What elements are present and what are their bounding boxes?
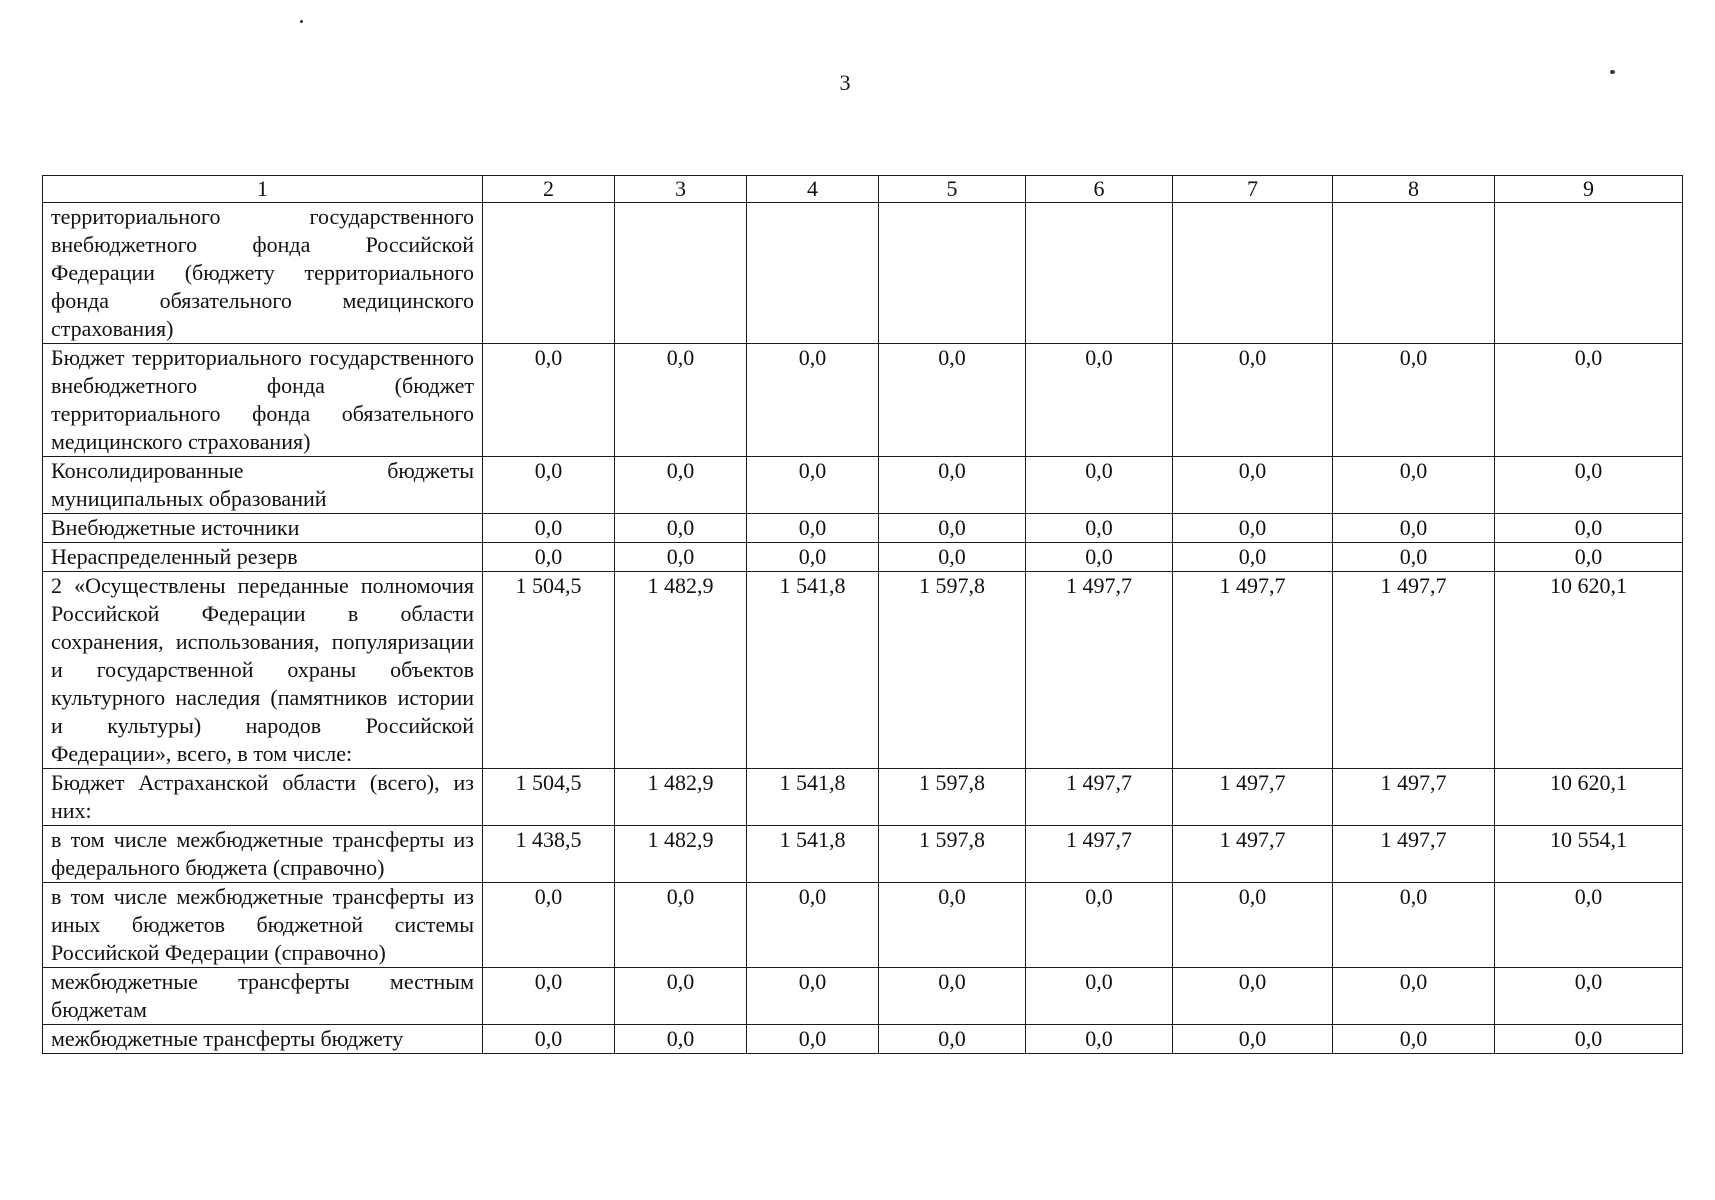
value-cell: 0,0 <box>879 344 1026 457</box>
value-cell: 0,0 <box>1333 344 1495 457</box>
value-cell: 1 482,9 <box>615 572 747 769</box>
value-cell: 0,0 <box>747 543 879 572</box>
value-cell: 0,0 <box>1495 344 1683 457</box>
value-cell: 0,0 <box>615 457 747 514</box>
value-cell: 0,0 <box>1026 883 1173 968</box>
value-cell: 1 597,8 <box>879 572 1026 769</box>
value-cell: 0,0 <box>1173 1025 1333 1054</box>
row-label: межбюджетные трансферты местным бюджетам <box>43 968 483 1025</box>
column-header: 5 <box>879 176 1026 203</box>
value-cell: 1 497,7 <box>1333 826 1495 883</box>
value-cell: 0,0 <box>1495 457 1683 514</box>
value-cell: 1 504,5 <box>483 769 615 826</box>
value-cell: 0,0 <box>615 344 747 457</box>
value-cell <box>1333 203 1495 344</box>
row-label: Консолидированные бюджеты муниципальных образований <box>43 457 483 514</box>
value-cell: 0,0 <box>1495 883 1683 968</box>
value-cell: 1 597,8 <box>879 826 1026 883</box>
value-cell: 0,0 <box>1173 543 1333 572</box>
table-row <box>43 883 1683 968</box>
value-cell <box>1173 203 1333 344</box>
value-cell: 0,0 <box>1173 968 1333 1025</box>
column-header: 7 <box>1173 176 1333 203</box>
value-cell: 1 497,7 <box>1333 572 1495 769</box>
value-cell: 0,0 <box>483 457 615 514</box>
value-cell: 0,0 <box>1026 457 1173 514</box>
value-cell: 1 497,7 <box>1173 572 1333 769</box>
column-header: 9 <box>1495 176 1683 203</box>
column-header: 2 <box>483 176 615 203</box>
table-row <box>43 1025 1683 1054</box>
column-header: 6 <box>1026 176 1173 203</box>
column-header: 3 <box>615 176 747 203</box>
value-cell: 0,0 <box>1495 514 1683 543</box>
value-cell: 0,0 <box>1026 514 1173 543</box>
row-label: территориального государственного внебюджетного фонда Российской Федерации (бюджету территориального фонда обязательного медицинского страхования) <box>43 203 483 344</box>
value-cell: 0,0 <box>483 543 615 572</box>
value-cell: 0,0 <box>1495 1025 1683 1054</box>
value-cell: 0,0 <box>615 1025 747 1054</box>
value-cell: 1 504,5 <box>483 572 615 769</box>
budget-table <box>42 175 1683 1054</box>
value-cell: 0,0 <box>1173 883 1333 968</box>
row-label: в том числе межбюджетные трансферты из иных бюджетов бюджетной системы Российской Федерации (справочно) <box>43 883 483 968</box>
value-cell: 0,0 <box>879 883 1026 968</box>
table-row <box>43 457 1683 514</box>
value-cell: 1 497,7 <box>1173 826 1333 883</box>
value-cell: 1 438,5 <box>483 826 615 883</box>
table-row <box>43 968 1683 1025</box>
value-cell: 0,0 <box>483 344 615 457</box>
row-label: 2 «Осуществлены переданные полномочия Российской Федерации в области сохранения, использования, популяризации и государственной охраны объектов культурного наследия (памятников истории и культуры) народов Российской Федерации», всего, в том числе: <box>43 572 483 769</box>
header-row <box>43 176 1683 203</box>
page-number: 3 <box>839 70 851 95</box>
value-cell: 0,0 <box>483 968 615 1025</box>
table-row <box>43 826 1683 883</box>
value-cell <box>483 203 615 344</box>
value-cell: 1 482,9 <box>615 769 747 826</box>
value-cell: 0,0 <box>1333 968 1495 1025</box>
row-label: Бюджет Астраханской области (всего), из них: <box>43 769 483 826</box>
value-cell <box>1495 203 1683 344</box>
table-row <box>43 203 1683 344</box>
value-cell: 0,0 <box>747 514 879 543</box>
value-cell: 0,0 <box>1333 1025 1495 1054</box>
value-cell: 0,0 <box>879 1025 1026 1054</box>
value-cell: 0,0 <box>1026 344 1173 457</box>
value-cell: 0,0 <box>1026 1025 1173 1054</box>
value-cell: 1 482,9 <box>615 826 747 883</box>
value-cell: 1 597,8 <box>879 769 1026 826</box>
value-cell: 0,0 <box>1026 968 1173 1025</box>
row-label: межбюджетные трансферты бюджету <box>43 1025 483 1054</box>
table-row <box>43 543 1683 572</box>
value-cell: 1 541,8 <box>747 769 879 826</box>
value-cell: 0,0 <box>879 514 1026 543</box>
value-cell <box>1026 203 1173 344</box>
value-cell: 0,0 <box>615 543 747 572</box>
value-cell: 0,0 <box>615 968 747 1025</box>
value-cell: 0,0 <box>1495 968 1683 1025</box>
value-cell: 0,0 <box>483 883 615 968</box>
value-cell: 0,0 <box>747 968 879 1025</box>
column-header: 4 <box>747 176 879 203</box>
value-cell: 10 620,1 <box>1495 572 1683 769</box>
value-cell: 1 541,8 <box>747 572 879 769</box>
value-cell: 0,0 <box>615 514 747 543</box>
value-cell: 1 497,7 <box>1026 769 1173 826</box>
value-cell <box>747 203 879 344</box>
table-row <box>43 514 1683 543</box>
scan-speck <box>300 20 303 23</box>
value-cell <box>879 203 1026 344</box>
row-label: Бюджет территориального государственного внебюджетного фонда (бюджет территориального фонда обязательного медицинского страхования) <box>43 344 483 457</box>
value-cell: 0,0 <box>747 883 879 968</box>
value-cell: 0,0 <box>1173 344 1333 457</box>
value-cell: 0,0 <box>879 457 1026 514</box>
value-cell: 0,0 <box>483 514 615 543</box>
value-cell: 1 497,7 <box>1173 769 1333 826</box>
row-label: Нераспределенный резерв <box>43 543 483 572</box>
value-cell: 0,0 <box>615 883 747 968</box>
value-cell: 10 554,1 <box>1495 826 1683 883</box>
value-cell: 0,0 <box>1333 883 1495 968</box>
value-cell: 0,0 <box>879 543 1026 572</box>
column-header: 8 <box>1333 176 1495 203</box>
row-label: в том числе межбюджетные трансферты из федерального бюджета (справочно) <box>43 826 483 883</box>
value-cell: 0,0 <box>747 344 879 457</box>
table-row <box>43 344 1683 457</box>
value-cell: 1 541,8 <box>747 826 879 883</box>
value-cell: 0,0 <box>1333 457 1495 514</box>
value-cell: 0,0 <box>1026 543 1173 572</box>
value-cell: 0,0 <box>1173 514 1333 543</box>
row-label: Внебюджетные источники <box>43 514 483 543</box>
table-row <box>43 572 1683 769</box>
value-cell: 0,0 <box>483 1025 615 1054</box>
value-cell: 1 497,7 <box>1026 826 1173 883</box>
table-row <box>43 769 1683 826</box>
value-cell: 0,0 <box>1333 514 1495 543</box>
value-cell: 1 497,7 <box>1333 769 1495 826</box>
value-cell: 0,0 <box>747 1025 879 1054</box>
value-cell: 10 620,1 <box>1495 769 1683 826</box>
value-cell <box>615 203 747 344</box>
value-cell: 0,0 <box>1333 543 1495 572</box>
value-cell: 0,0 <box>747 457 879 514</box>
value-cell: 0,0 <box>1495 543 1683 572</box>
column-header: 1 <box>43 176 483 203</box>
value-cell: 0,0 <box>879 968 1026 1025</box>
value-cell: 0,0 <box>1173 457 1333 514</box>
scan-speck <box>1610 70 1615 74</box>
value-cell: 1 497,7 <box>1026 572 1173 769</box>
